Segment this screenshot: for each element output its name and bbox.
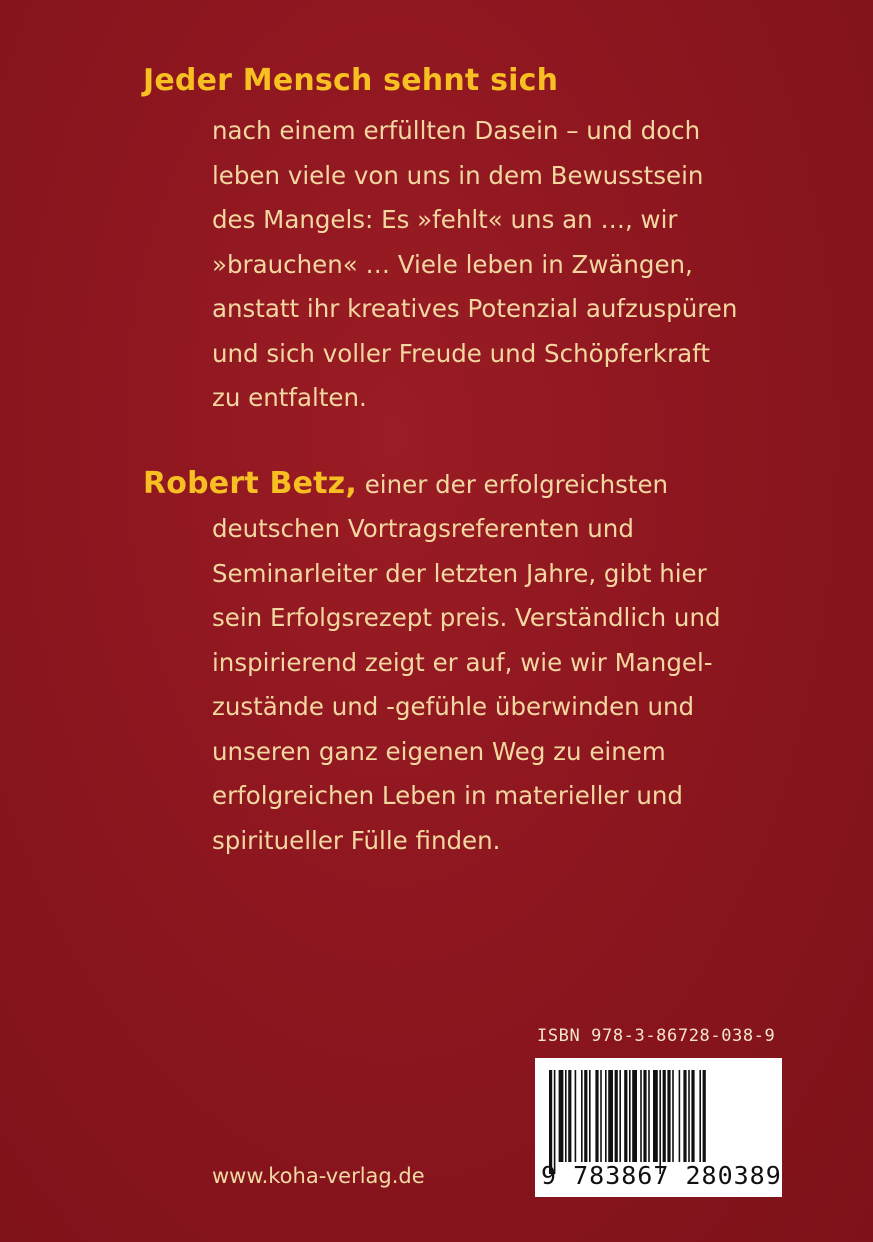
intro-line: und sich voller Freude und Schöpferkraft (212, 338, 710, 368)
intro-heading: Jeder Mensch sehnt sich (143, 63, 559, 98)
barcode-bar (568, 1070, 571, 1162)
barcode-bar (679, 1070, 681, 1162)
barcode-bar (615, 1070, 618, 1162)
author-line: erfolgreichen Leben in materieller und (212, 781, 683, 810)
barcode-bar (629, 1070, 631, 1162)
barcode-bar (659, 1070, 661, 1174)
barcode-bar (584, 1070, 587, 1162)
barcode-bar (683, 1070, 686, 1162)
barcode-bar (688, 1070, 690, 1162)
barcode-bar (672, 1070, 674, 1162)
isbn-barcode (535, 1058, 782, 1197)
isbn-label: ISBN 978-3-86728-038-9 (537, 1026, 776, 1046)
barcode-bar (699, 1070, 701, 1162)
barcode-bar (653, 1070, 658, 1162)
barcode-bar (605, 1070, 607, 1162)
author-line: unseren ganz eigenen Weg zu einem (212, 736, 666, 766)
barcode-bar (589, 1070, 591, 1162)
barcode-bar (643, 1070, 646, 1162)
barcode-bar (554, 1070, 556, 1174)
barcode-bar (703, 1070, 706, 1162)
barcode-bar (549, 1070, 552, 1174)
intro-line: des Mangels: Es »fehlt« uns an …, wir (212, 205, 678, 234)
barcode-bar (565, 1070, 567, 1162)
intro-paragraph (212, 109, 737, 421)
barcode-bar (608, 1070, 613, 1162)
publisher-website: www.koha-verlag.de (212, 1164, 425, 1188)
barcode-bar (619, 1070, 621, 1162)
author-paragraph (212, 507, 721, 863)
barcode-bar (600, 1070, 602, 1162)
barcode-bar (559, 1070, 564, 1162)
barcode-digits: 9 783867 280389 (541, 1161, 782, 1190)
barcode-bar (581, 1070, 583, 1162)
intro-line: nach einem erfüllten Dasein – und doch (212, 116, 701, 145)
barcode-bar (632, 1070, 637, 1162)
author-name: Robert Betz, (143, 466, 357, 501)
barcode-bar (691, 1070, 694, 1162)
intro-line: leben viele von uns in dem Bewusstsein (212, 160, 704, 190)
barcode-bar (624, 1070, 627, 1162)
barcode-bar (575, 1070, 577, 1162)
author-line: spiritueller Fülle finden. (212, 825, 501, 855)
author-first-line (143, 464, 668, 505)
barcode-bar (595, 1070, 598, 1162)
author-line: zustände und -gefühle überwinden und (212, 692, 695, 721)
author-line: deutschen Vortragsreferenten und (212, 514, 634, 543)
barcode-bar (663, 1070, 666, 1162)
author-line: inspirierend zeigt er auf, wie wir Mangel- (212, 647, 713, 677)
barcode-bar (648, 1070, 650, 1162)
author-line: Seminarleiter der letzten Jahre, gibt hier (212, 558, 707, 588)
author-line: sein Erfolgsrezept preis. Verständlich und (212, 603, 721, 632)
barcode-bar (667, 1070, 670, 1162)
barcode-bar (640, 1070, 642, 1162)
author-first-line-text: einer der erfolgreichsten (364, 470, 669, 499)
intro-line: anstatt ihr kreatives Potenzial aufzuspüren (212, 294, 738, 323)
intro-line: »brauchen« … Viele leben in Zwängen, (212, 249, 693, 279)
intro-line: zu entfalten. (212, 383, 367, 412)
